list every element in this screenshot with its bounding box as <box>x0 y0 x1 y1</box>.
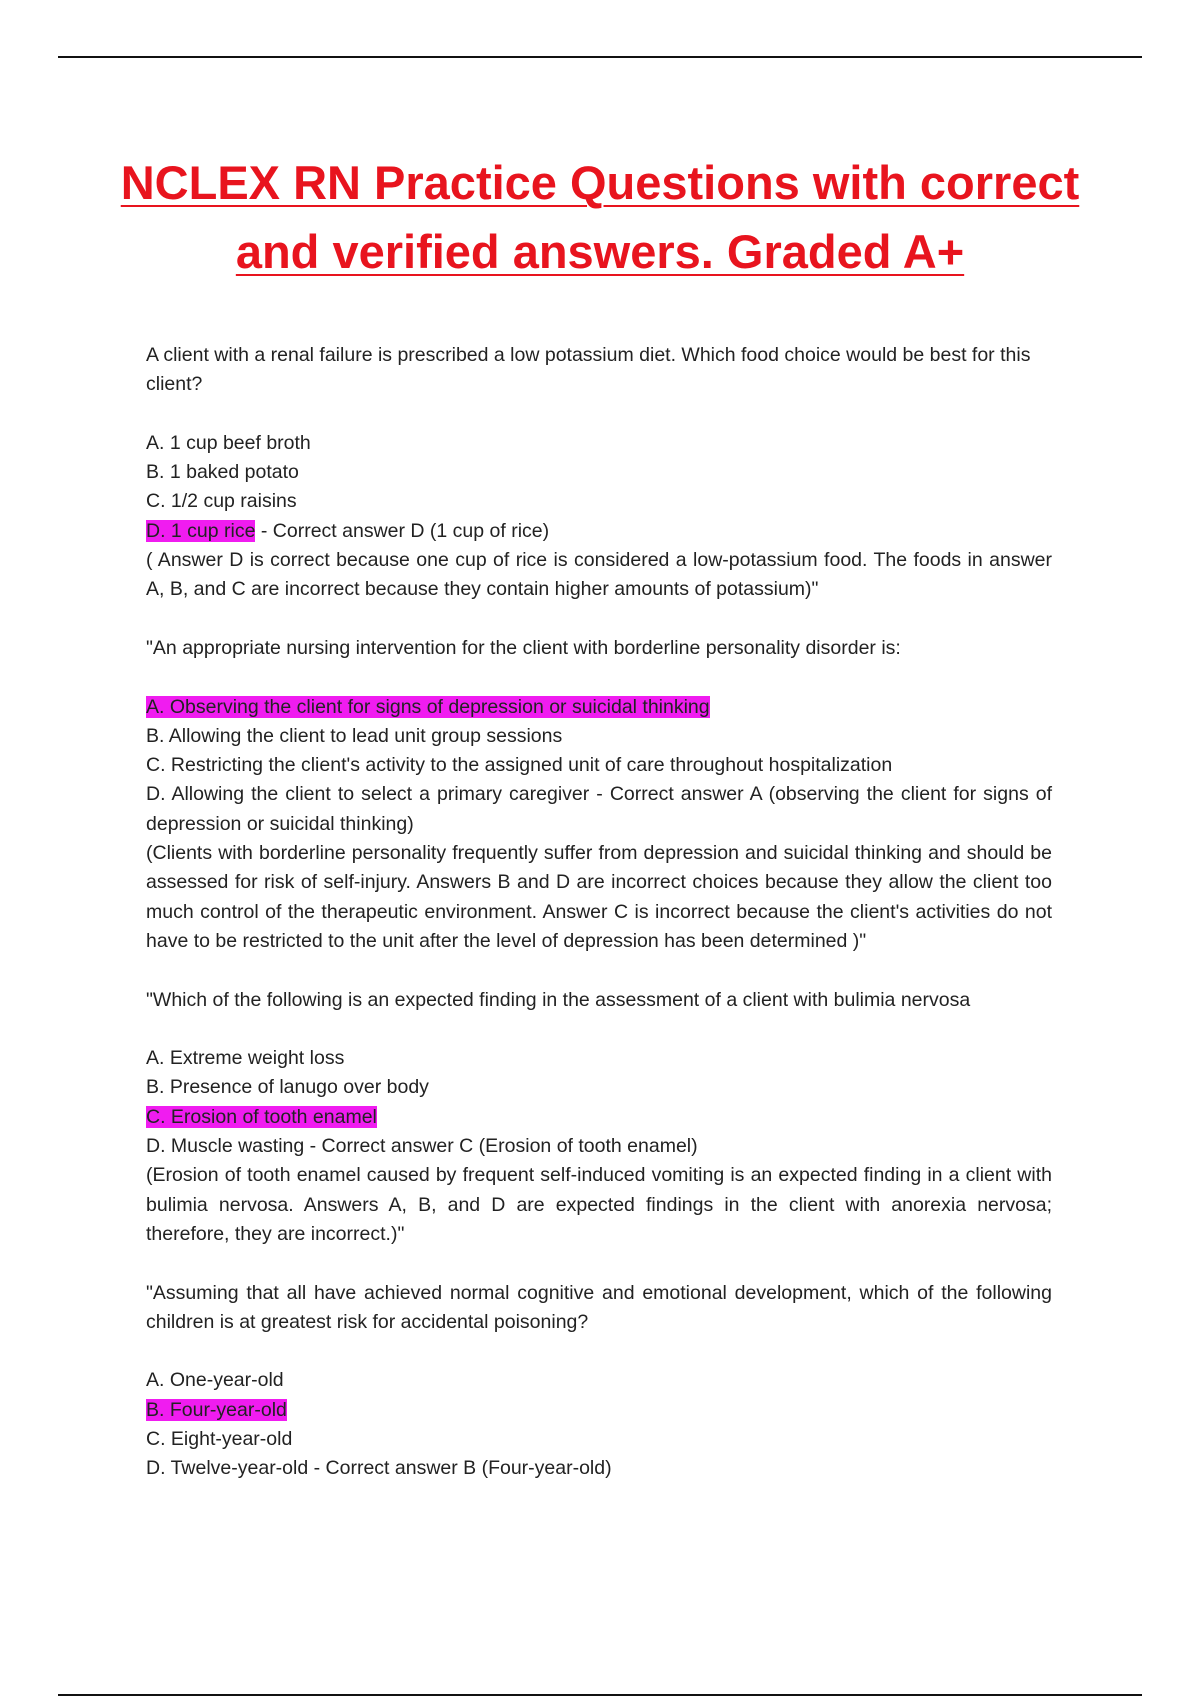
question-3: "Which of the following is an expected finding in the assessment of a client with bulimia nervosa <box>146 988 971 1011</box>
q3-option-a: A. Extreme weight loss <box>146 1047 345 1070</box>
q3-option-b: B. Presence of lanugo over body <box>146 1076 429 1099</box>
q4-option-b-line <box>146 1396 1052 1425</box>
q1-option-d-highlighted: D. 1 cup rice <box>146 519 256 542</box>
q2-option-c: C. Restricting the client's activity to the assigned unit of care throughout hospitalization <box>146 754 893 777</box>
q1-answer: - Correct answer D (1 cup of rice) <box>255 519 550 542</box>
q2-rationale: (Clients with borderline personality frequently suffer from depression and suicidal thinking and should be assessed for risk of self-injury. Answers B and D are incorrect choices because they allow the client too much control of the therapeutic environment. Answer C is incorrect because the client's activities do not have to be restricted to the unit after the level of depression has been determined )" <box>146 842 1052 952</box>
q1-option-c: C. 1/2 cup raisins <box>146 490 297 513</box>
q3-option-d: D. Muscle wasting - Correct answer C (Erosion of tooth enamel) <box>146 1135 698 1158</box>
q1-rationale: ( Answer D is correct because one cup of rice is considered a low-potassium food. The foods in answer A, B, and C are incorrect because they contain higher amounts of potassium)" <box>146 549 1052 601</box>
q4-option-b-highlighted: B. Four-year-old <box>146 1398 287 1421</box>
q2-option-a-line <box>146 693 1052 722</box>
q4-option-c: C. Eight-year-old <box>146 1427 293 1450</box>
q1-option-b: B. 1 baked potato <box>146 461 299 484</box>
q2-option-b: B. Allowing the client to lead unit group sessions <box>146 724 563 747</box>
q3-option-c-highlighted: C. Erosion of tooth enamel <box>146 1105 377 1128</box>
top-rule <box>58 56 1142 58</box>
q4-option-a: A. One-year-old <box>146 1369 284 1392</box>
q2-option-d: D. Allowing the client to select a primary caregiver - Correct answer A (observing the client for signs of depression or suicidal thinking) <box>146 783 1052 835</box>
question-4: "Assuming that all have achieved normal cognitive and emotional development, which of the following children is at greatest risk for accidental poisoning? <box>146 1281 1052 1333</box>
question-1: A client with a renal failure is prescribed a low potassium diet. Which food choice would be best for this client? <box>146 344 1031 396</box>
q2-option-a-highlighted: A. Observing the client for signs of depression or suicidal thinking <box>146 695 710 718</box>
bottom-rule <box>58 1694 1142 1696</box>
question-2: "An appropriate nursing intervention for the client with borderline personality disorder is: <box>146 636 901 659</box>
document-title <box>110 148 1090 286</box>
document-body <box>146 341 1052 1484</box>
q4-option-d: D. Twelve-year-old - Correct answer B (Four-year-old) <box>146 1457 612 1480</box>
q3-rationale: (Erosion of tooth enamel caused by frequent self-induced vomiting is an expected finding in a client with bulimia nervosa. Answers A, B, and D are expected findings in the client with anorexia nervosa; therefore, they are incorrect.)" <box>146 1164 1052 1245</box>
q3-option-c-line <box>146 1103 1052 1132</box>
title-line-2: and verified answers. Graded A+ <box>235 225 965 278</box>
q1-option-d-line <box>146 517 1052 546</box>
title-line-1: NCLEX RN Practice Questions with correct <box>120 156 1080 209</box>
q1-option-a: A. 1 cup beef broth <box>146 431 311 454</box>
